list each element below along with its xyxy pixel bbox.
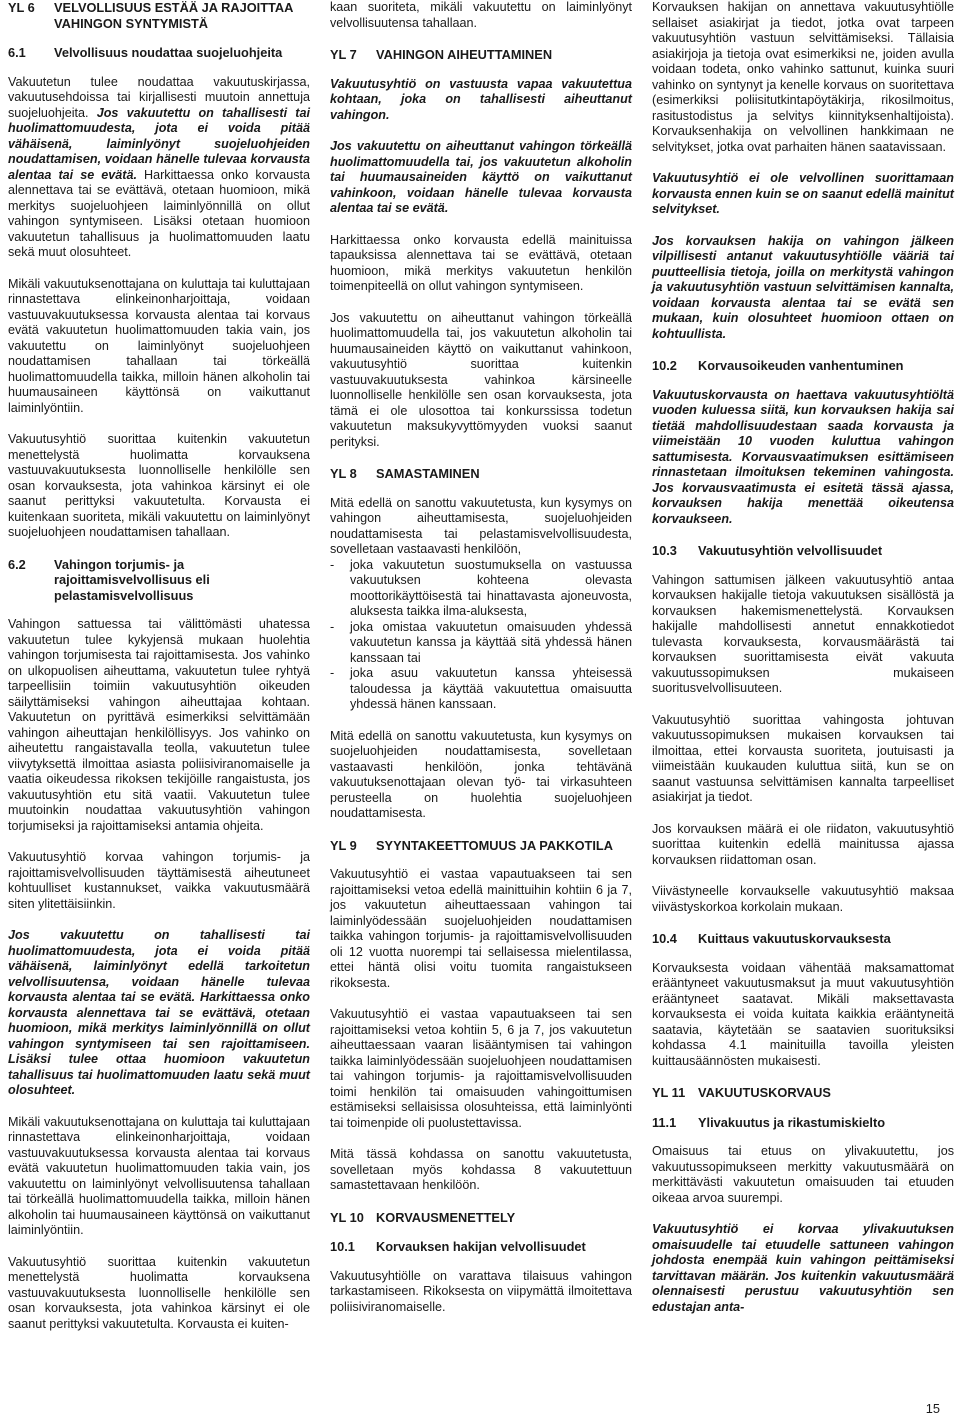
section-heading-10-3: 10.3 Vakuutusyhtiön velvollisuudet [652, 543, 883, 558]
column-left [8, 0, 310, 1348]
paragraph-emphasis: Vakuutusyhtiö on vastuusta vapaa vakuutettua kohtaan, joka on tahallisesti aiheuttanut vahingon. [330, 76, 632, 122]
section-heading-yl10: YL 10 KORVAUSMENETTELY [330, 1209, 516, 1225]
paragraph: Harkittaessa onko korvausta edellä mainituissa tapauksissa alennettava tai se evättävä, otetaan huomioon, mikä merkitys vakuutetun henkilön toimenpiteellä on ollut vahingon syntymiseen. [330, 232, 632, 293]
paragraph-emphasis: Vakuutuskorvausta on haettava vakuutusyhtiöltä vuoden kuluessa siitä, kun korvauksen hakija sai tietää mahdollisuudestaan saada korvausta ja viimeistään 10 vuoden kuluttua vahingon sattumisesta. Korvausvaatimuksen esittämiseen rinnastetaan ilmoituksen tekeminen vahingosta. Jos korvausvaatimusta ei esitetä tässä ajassa, korvauksen hakija menettää oikeutensa korvaukseen. [652, 387, 954, 526]
paragraph: Vakuutusyhtiölle on varattava tilaisuus vahingon tarkastamiseen. Rikoksesta on viipymättä ilmoitettava poliisiviranomaiselle. [330, 1268, 632, 1314]
paragraph-emphasis: Vakuutusyhtiö ei ole velvollinen suorittamaan korvausta ennen kuin se on saanut edellä mainitut selvitykset. [652, 171, 954, 216]
column-middle [330, 0, 632, 1331]
paragraph: Mitä edellä on sanottu vakuutetusta, kun kysymys on suojeluohjeiden noudattamisesta, sovelletaan vastaavasti henkilöön, jonka tehtävänä vakuutuksenottajaan olevan työ- tai virkasuhteen perusteella on huolehtia suojeluohjeen noudattamisesta. [330, 728, 632, 820]
paragraph-continued: kaan suoriteta, mikäli vakuutettu on laiminlyönyt velvollisuutensa tahallaan. [330, 0, 632, 30]
paragraph: Vakuutusyhtiö suorittaa kuitenkin vakuutetun menettelystä huolimatta korvauksena vastuuvakuutuksesta luonnolliselle henkilölle sen osan korvauksesta, jota vahinkoa kärsinyt ei ole saanut perittyksi vakuutetulta. Korvausta ei kuiten- [8, 1254, 310, 1331]
list-item: - joka omistaa vakuutetun omaisuuden yhdessä vakuutetun kanssa ja käyttää sitä yhdessä hänen kanssaan tai [330, 620, 632, 667]
paragraph: Jos vakuutettu on aiheuttanut vahingon törkeällä huolimattomuudella tai, jos vakuutetun alkoholin tai huumausaineiden käyttö on vaikuttanut vahinkoon, vakuutusyhtiö suorittaa kuitenkin vastuuvakuutuksesta vahinkoa kärsineelle luonnolliselle henkilölle sen osan korvauksesta, jota tämä ei ole ulosottoa tai konkurssissa todetun vakuutetun maksukyvyttömyyden vuoksi saanut perityksi. [330, 310, 632, 449]
section-heading-yl6: YL 6 VELVOLLISUUS ESTÄÄ JA RAJOITTAA VAHINGON SYNTYMISTÄ [8, 0, 293, 31]
section-heading-yl7: YL 7 VAHINGON AIHEUTTAMINEN [330, 47, 553, 62]
paragraph: Mikäli vakuutuksenottajana on kuluttaja tai kuluttajaan rinnastettava elinkeinonharjoittaja, voidaan vastuuvakuutuksessa korvausta alentaa tai korvaus evätä vakuutetun huolimattomuuden takia vain, jos vakuutettu on laiminlyönyt suojeluohjeen noudattamisen tahallaan tai törkeällä huolimattomuudella taikka, milloin hänen alkoholin tai huumausaineen käyttönsä on vaikuttanut laiminlyöntiin. [8, 276, 310, 415]
section-heading-yl11: YL 11 VAKUUTUSKORVAUS [652, 1085, 831, 1100]
paragraph: Vakuutusyhtiö suorittaa kuitenkin vakuutetun menettelystä huolimatta korvauksena vastuuvakuutuksesta luonnolliselle henkilölle sen osan korvauksesta, jota vahinkoa kärsinyt ei ole saanut perittyksi vakuutetulta. Korvausta ei kuitenkaan suoriteta, mikäli vakuutettu on laiminlyönyt suojeluohjeen noudattamisen tahallaan. [8, 432, 310, 539]
page-number: 15 [925, 1401, 940, 1416]
section-heading-6-2: 6.2 Vahingon torjumis- ja rajoittamisvelvollisuus eli pelastamisvelvollisuus [8, 556, 210, 603]
paragraph: Mitä tässä kohdassa on sanottu vakuutetusta, sovelletaan myös kohdassa 8 vakuutettuun samastettavaan henkilöön. [330, 1147, 632, 1192]
section-heading-11-1: 11.1 Ylivakuutus ja rikastumiskielto [652, 1114, 886, 1130]
paragraph: Mikäli vakuutuksenottajana on kuluttaja tai kuluttajaan rinnastettava elinkeinonharjoittaja, voidaan vastuuvakuutuksessa korvausta alentaa tai korvaus evätä vakuutetun huolimattomuuden takia vain, jos vakuutettu on laiminlyönyt velvollisuutensa tahallaan tai törkeällä huolimattomuudella taikka, milloin hänen alkoholin tai huumausaineen käyttönsä on vaikuttanut laiminlyöntiin. [8, 1114, 310, 1237]
paragraph-emphasis: Jos korvauksen hakija on vahingon jälkeen vilpillisesti antanut vakuutusyhtiölle vääriä tai puutteellisia tietoja, joilla on merkitystä vahingon ja vakuutusyhtiön vastuun selvittämisen kannalta, voidaan korvausta alentaa tai se evätä sen mukaan, kuin olosuhteet huomioon ottaen on kohtuullista. [652, 233, 954, 341]
section-heading-10-1: 10.1 Korvauksen hakijan velvollisuudet [330, 1239, 586, 1254]
list-item: - joka asuu vakuutetun kanssa yhteisessä taloudessa ja käyttää vakuutettua omaisuutta yhdessä hänen kanssaan. [330, 666, 632, 713]
paragraph: Vakuutusyhtiö ei vastaa vapautuakseen tai sen rajoittamiseksi vetoa edellä mainittuihin kohtiin 6 ja 7, jos vakuutetun aiheuttaessaan vahingon tai laiminlyödessään suojeluohjeiden noudattamisen taikka vahingon torjumis- ja rajoittamisvelvollisuuden oli 12 vuotta nuorempi tai sellaisessa mielentilassa, ettei häntä olisi voitu tuomita rangaistukseen rikoksesta. [330, 867, 632, 990]
paragraph-emphasis: Jos vakuutettu on aiheuttanut vahingon törkeällä huolimattomuudella tai, jos vakuutetun alkoholin tai huumausaineiden käyttö on vaikuttanut vahinkoon, voidaan hänelle tulevaa korvausta alentaa tai se evätä. [330, 139, 632, 215]
paragraph: Vakuutusyhtiö ei vastaa vapautuakseen tai sen rajoittamiseksi vetoa kohtiin 5, 6 ja 7, jos vakuutetun aiheuttaessaan vaaran lisääntymisen tai vahingon taikka laiminlyödessään suojeluohjeen noudattamisen tai vahingon torjumis- ja rajoittamisvelvollisuuden toimi henkilön tai omaisuuden vahingoittumisen estämiseksi sellaisissa olosuhteissa, että laiminlyönti tai toimenpide oli puolustettavissa. [330, 1007, 632, 1130]
paragraph: Vahingon sattumisen jälkeen vakuutusyhtiö antaa korvauksen hakijalle tietoja vakuutuksen sisällöstä ja korvauksen hakemismenettelystä. Korvauksen hakijalle mahdollisesti annetut ennakkotiedot tulevasta korvauksesta, korvausmäärästä tai korvauksen suorittamisesta eivät vakuuta vakuutussopimuksen mukaiseen suoritusvelvollisuuteen. [652, 572, 954, 695]
dash-list [330, 558, 632, 713]
paragraph: Viivästyneelle korvaukselle vakuutusyhtiö maksaa viivästyskorkoa korkolain mukaan. [652, 884, 954, 914]
paragraph: Vakuutusyhtiö korvaa vahingon torjumis- ja rajoittamisvelvollisuuden täyttämisestä aiheutuneet kohtuulliset kustannukset, vaikka vakuutusmäärä siten ylitettäisiinkin. [8, 850, 310, 911]
section-heading-10-4: 10.4 Kuittaus vakuutuskorvauksesta [652, 931, 891, 946]
paragraph: Jos korvauksen määrä ei ole riidaton, vakuutusyhtiö suorittaa kuitenkin edellä mainitussa ajassa korvauksen riidattoman osan. [652, 821, 954, 867]
section-heading-yl9: YL 9 SYYNTAKEETTOMUUS JA PAKKOTILA [330, 837, 613, 853]
section-heading-yl8: YL 8 SAMASTAMINEN [330, 466, 480, 481]
document-page [8, 0, 958, 1422]
section-heading-10-2: 10.2 Korvausoikeuden vanhentuminen [652, 358, 904, 373]
paragraph: Korvauksen hakijan on annettava vakuutusyhtiölle sellaiset asiakirjat ja tiedot, jotka ovat tarpeen vakuutusyhtiön vastuun selvittämiseksi. Tällaisia asiakirjoja ja tietoja ovat esimerkiksi ne, joiden avulla voidaan todeta, onko vahinko sattunut, kuinka suuri vahinko on syntynyt ja kenelle korvaus on suoritettava (esimerkiksi poliisitutkintapöytäkirja, rikosilmoitus, rasitustodistus ja selvitys kiinnityksenhaltijoista). Korvauksenhakija on velvollinen hankkimaan ne selvitykset, jotka ovat parhaiten hänen saatavissaan. [652, 0, 954, 154]
paragraph: Vahingon sattuessa tai välittömästi uhatessa vakuutetun tulee kykyjensä mukaan huolehtia vahingon torjumisesta tai rajoittamisesta. Jos vahinko on ulkopuolisen aiheuttama, vakuutetun tulee ryhtyä tarpeellisiin toimiin vakuutusyhtiön oikeuden säilyttämiseksi vahingon aiheuttajaa kohtaan. Vakuutetun on pyrittävä esimerkiksi selvittämään vahingon aiheuttajan henkilöllisyys. Jos vahinko on aiheutettu rangaistavalla teolla, vakuutetun tulee viivytyksettä ilmoittaa asiasta poliisiviranomaiselle ja vaatia oikeudessa rikoksen tekijöille rangaistusta, jos vakuutusyhtiön etu sitä vaatii. Vakuutetun tulee muutoinkin noudattaa vakuutusyhtiön vahingon torjumiseksi ja rajoittamiseksi antamia ohjeita. [8, 617, 310, 833]
paragraph: Omaisuus tai etuus on ylivakuutettu, jos vakuutussopimukseen merkitty vakuutusmäärä on merkittävästi vakuutetun omaisuuden tai etuuden oikeaa arvoa suurempi. [652, 1144, 954, 1205]
paragraph: Korvauksesta voidaan vähentää maksamattomat erääntyneet vakuutusmaksut ja muut vakuutusyhtiön erääntyneet saatavat. Mikäli maksettavasta korvauksesta ei voida kuitata kaikkia erääntyneitä saatavia, käytetään se saatavien suorituksiksi kohdassa 4.1 mainituilla tavoilla yleisten kuittausäännösten mukaisesti. [652, 960, 954, 1068]
paragraph: Vakuutetun tulee noudattaa vakuutuskirjassa, vakuutusehdoissa tai kirjallisesti muutoin annettuja suojeluohjeita. Jos vakuutettu on tahallisesti tai huolimattomuudesta, jota ei voida pitää vähäisenä, laiminlyönyt suojeluohjeiden noudattamisen, voidaan hänelle tulevaa korvausta alentaa tai se evätä. Harkittaessa onko korvausta alennettava tai se evättävä, otetaan huomioon, mikä merkitys suojeluohjeen laiminlyönnillä on ollut vahingon syntymiseen. Lisäksi otetaan huomioon vakuutetun tahallisuus ja huolimattomuuden laatu sekä muut olosuhteet. [8, 74, 310, 259]
paragraph-emphasis: Vakuutusyhtiö ei korvaa ylivakuutuksen omaisuudelle tai etuudelle sattuneen vahingon johdosta enempää kuin vahingon peittämiseksi tarvittavan määrän. Jos kuitenkin vakuutusmäärä olennaisesti perustuu vakuutusyhtiön sen edustajan anta- [652, 1222, 954, 1314]
section-heading-6-1: 6.1 Velvollisuus noudattaa suojeluohjeita [8, 45, 283, 60]
paragraph: Mitä edellä on sanottu vakuutetusta, kun kysymys on vahingon aiheuttamisesta, suojeluohjeiden noudattamisesta tai pelastamisvelvollisuudesta, sovelletaan vastaavasti henkilöön, [330, 495, 632, 556]
column-right [652, 0, 954, 1331]
paragraph: Vakuutusyhtiö suorittaa vahingosta johtuvan vakuutussopimuksen mukaisen korvauksen tai ilmoittaa, ettei korvausta suoriteta, joutuisasti ja viimeistään kuukauden kuluttua siitä, kun se on saanut vastuunsa selvittämisen kannalta tarpeelliset asiakirjat ja tiedot. [652, 712, 954, 804]
paragraph-emphasis: Jos vakuutettu on tahallisesti tai huolimattomuudesta, jota ei voida pitää vähäisenä, laiminlyönyt edellä tarkoitetun velvollisuutensa, voidaan hänelle tulevaa korvausta alentaa tai se evätä. Harkittaessa onko korvausta alennettava tai se evättävä, otetaan huomioon, mikä merkitys laiminlyönnillä on ollut vahingon syntymiseen tai sen rajoittamiseen. Lisäksi tulee ottaa huomioon vakuutetun tahallisuus tai huolimattomuuden laatu sekä muut olosuhteet. [8, 928, 310, 1097]
list-item: - joka vakuutetun suostumuksella on vastuussa vakuutuksen kohteena olevasta moottorikäyttöisestä tai hinattavasta ajoneuvosta, aluksesta taikka ilma-aluksesta, [330, 558, 632, 620]
